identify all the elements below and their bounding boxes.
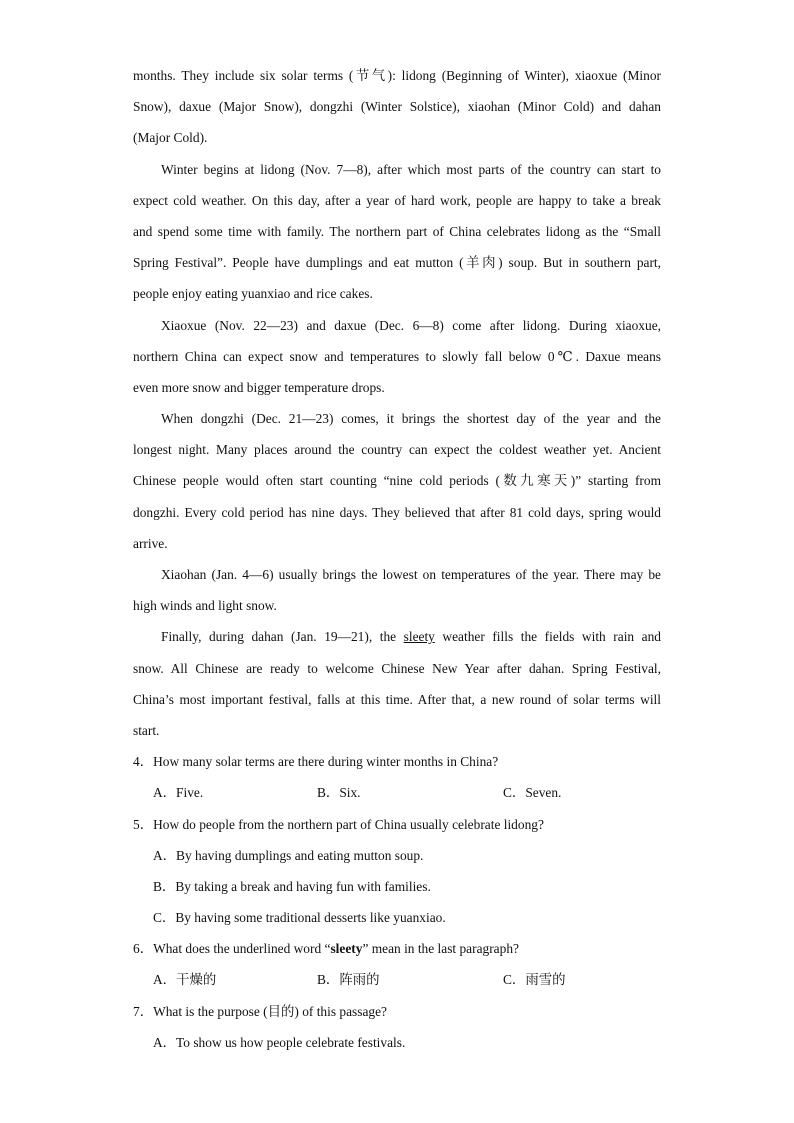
text-line: and spend some time with family. The northern part of China celebrates lidong as the “Small — [133, 223, 661, 239]
text-line: Xiaoxue (Nov. 22—23) and daxue (Dec. 6—8) come after lidong. During xiaoxue, — [161, 317, 661, 333]
question-4 — [133, 746, 661, 808]
question-stem: 4．How many solar terms are there during winter months in China? — [133, 754, 499, 770]
text-line: Snow), daxue (Major Snow), dongzhi (Winter Solstice), xiaohan (Minor Cold) and dahan — [133, 99, 661, 115]
question-6 — [133, 933, 661, 995]
paragraph-5 — [133, 559, 661, 621]
paragraph-1 — [133, 60, 661, 154]
text-line: even more snow and bigger temperature drops. — [133, 379, 385, 395]
text-line: Chinese people would often start counting “nine cold periods (数九寒天)” starting from — [133, 473, 661, 489]
text-line: dongzhi. Every cold period has nine days. They believed that after 81 cold days, spring would — [133, 504, 661, 520]
paragraph-2 — [133, 154, 661, 310]
option-b[interactable]: B．Six. — [317, 785, 361, 801]
text-line: start. — [133, 722, 160, 738]
text-span: 6．What does the underlined word “ — [133, 941, 331, 957]
paragraph-3 — [133, 310, 661, 404]
text-line: snow. All Chinese are ready to welcome Chinese New Year after dahan. Spring Festival, — [133, 660, 661, 676]
option-a[interactable]: A．干燥的 — [153, 972, 217, 988]
text-line: Xiaohan (Jan. 4—6) usually brings the lowest on temperatures of the year. There may be — [161, 567, 661, 582]
question-stem — [133, 933, 661, 964]
option-b[interactable]: B．阵雨的 — [317, 972, 380, 988]
underlined-word: sleety — [403, 629, 435, 645]
text-line: arrive. — [133, 535, 168, 551]
text-line: Spring Festival”. People have dumplings and eat mutton (羊肉) soup. But in southern part, — [133, 255, 661, 271]
text-span: ” mean in the last paragraph? — [362, 941, 519, 957]
question-stem: 5．How do people from the northern part of China usually celebrate lidong? — [133, 816, 544, 832]
question-5 — [133, 809, 661, 934]
text-line: longest night. Many places around the country can expect the coldest weather yet. Ancient — [133, 442, 661, 458]
text-span: Finally, during dahan (Jan. 19—21), the — [161, 629, 404, 645]
text-line: high winds and light snow. — [133, 598, 277, 614]
text-span: weather fills the fields with rain and — [434, 629, 661, 645]
text-line: expect cold weather. On this day, after a year of hard work, people are happy to take a break — [133, 192, 661, 208]
text-line — [133, 621, 661, 652]
option-c[interactable]: C．By having some traditional desserts like yuanxiao. — [153, 910, 446, 926]
paragraph-6 — [133, 621, 661, 746]
paragraph-4 — [133, 403, 661, 559]
option-c[interactable]: C．雨雪的 — [503, 972, 566, 988]
text-line: northern China can expect snow and temperatures to slowly fall below 0℃. Daxue means — [133, 348, 661, 364]
option-a[interactable]: A．To show us how people celebrate festivals. — [153, 1034, 406, 1050]
question-stem: 7．What is the purpose (目的) of this passage? — [133, 1003, 387, 1019]
text-line: months. They include six solar terms (节气): lidong (Beginning of Winter), xiaoxue (Minor — [133, 68, 661, 83]
option-b[interactable]: B．By taking a break and having fun with families. — [153, 878, 431, 894]
option-a[interactable]: A．Five. — [153, 785, 204, 801]
text-line: When dongzhi (Dec. 21—23) comes, it brings the shortest day of the year and the — [161, 411, 661, 427]
question-7 — [133, 996, 661, 1058]
text-line: China’s most important festival, falls at this time. After that, a new round of solar terms will — [133, 691, 661, 707]
text-line: people enjoy eating yuanxiao and rice cakes. — [133, 286, 373, 302]
document-page — [133, 60, 661, 1058]
option-a[interactable]: A．By having dumplings and eating mutton soup. — [153, 847, 424, 863]
option-c[interactable]: C．Seven. — [503, 785, 562, 801]
options-row — [133, 964, 661, 995]
options-row — [133, 777, 661, 808]
text-line: (Major Cold). — [133, 130, 208, 146]
text-line: Winter begins at lidong (Nov. 7—8), after which most parts of the country can start to — [161, 161, 661, 177]
bold-word: sleety — [330, 941, 363, 957]
